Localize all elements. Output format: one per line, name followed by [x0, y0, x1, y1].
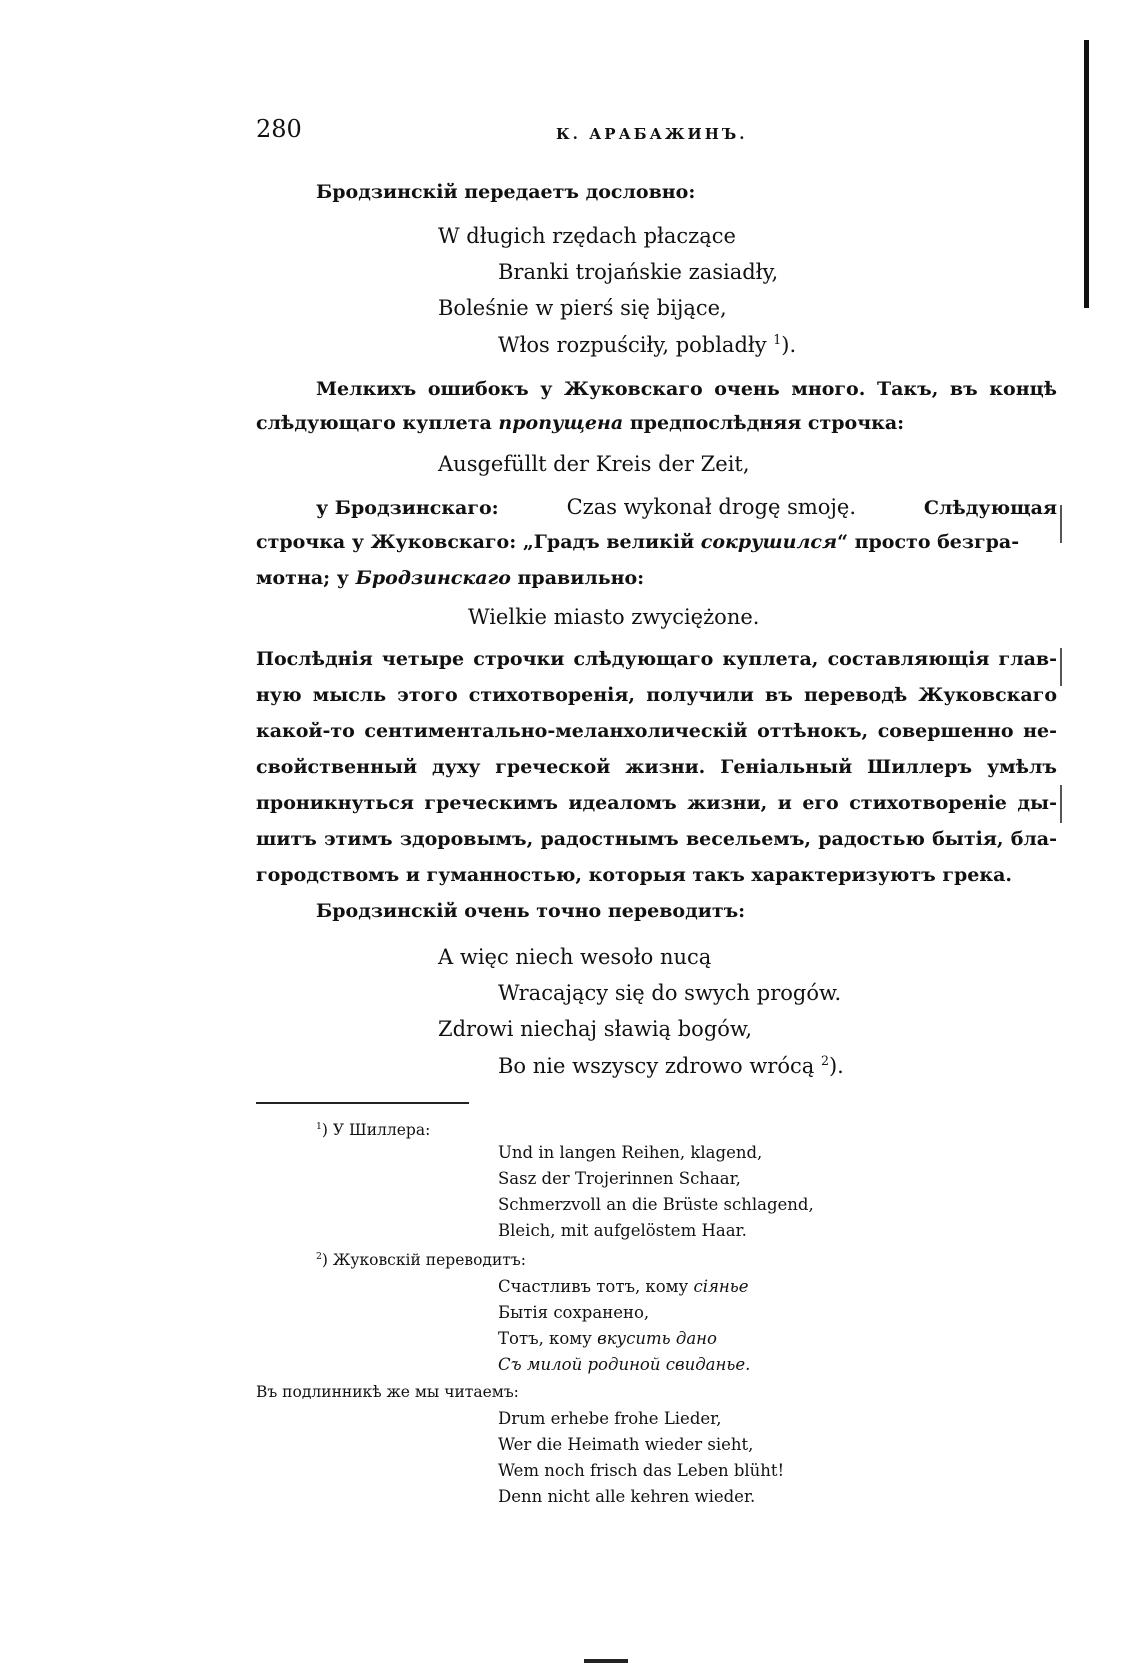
verse-line: Boleśnie w pierś się bijące, — [438, 296, 727, 320]
emphasis: Бродзинскаго — [355, 567, 511, 589]
text-line: у Бродзинскаго: — [316, 497, 499, 519]
footnote-label: Въ подлинникѣ же мы читаемъ: — [256, 1383, 519, 1401]
verse-text: Bo nie wszyscy zdrowo wrócą — [498, 1054, 815, 1078]
footnote-label-text: У Шиллера: — [332, 1121, 431, 1140]
paragraph-line — [256, 792, 1057, 814]
emphasis: пропущена — [498, 412, 624, 434]
paragraph-line — [256, 684, 1057, 706]
verse-line: A więc niech wesoło nucą — [438, 945, 712, 969]
verse-line: W długich rzędach płaczące — [438, 224, 736, 248]
text-line: шитъ этимъ здоровымъ, радостнымъ весельемъ, радостью бытія, бла- — [256, 828, 1057, 850]
running-title: К. АРАБАЖИНЪ. — [556, 125, 748, 143]
text-line: ную мысль этого стихотворенія, получили въ переводѣ Жуковскаго — [256, 684, 1057, 706]
paragraph-line — [316, 495, 1057, 519]
footnote-verse-line: Bleich, mit aufgelöstem Haar. — [498, 1221, 747, 1240]
text-line: правильно: — [517, 567, 645, 589]
footnote-verse-line: Бытія сохранено, — [498, 1303, 650, 1322]
text-line: мотна; у — [256, 567, 349, 589]
paragraph-line — [256, 531, 1057, 553]
paragraph-line — [256, 567, 644, 589]
footnote-label-text: Жуковскій переводитъ: — [332, 1251, 526, 1270]
text-line: Слѣдующая — [923, 497, 1057, 519]
footnote-verse-line: Sasz der Trojerinnen Schaar, — [498, 1169, 741, 1188]
text-run: строчка у Жуковскаго: „Градъ великій — [256, 531, 695, 553]
text-line — [256, 531, 1019, 553]
footnote-verse-line: Wer die Heimath wieder sieht, — [498, 1435, 754, 1454]
scan-margin-mark — [1060, 785, 1062, 823]
scan-edge-rule — [1084, 40, 1089, 308]
verse-line: Zdrowi niechaj sławią bogów, — [438, 1017, 753, 1041]
text-line: какой-то сентиментально-меланхолическій оттѣнокъ, совершенно не- — [256, 720, 1057, 742]
footnote-separator — [256, 1102, 469, 1104]
intro-line: Бродзинскій передаетъ дословно: — [316, 181, 696, 203]
footnote-verse-line: Und in langen Reihen, klagend, — [498, 1143, 763, 1162]
text-line: Послѣднія четыре строчки слѣдующаго куплета, составляющія глав- — [256, 648, 1057, 670]
scan-margin-mark — [1060, 648, 1062, 686]
footnote-verse-line: Drum erhebe frohe Lieder, — [498, 1409, 722, 1428]
paragraph-line — [256, 720, 1057, 742]
verse-text: Włos rozpuściły, pobladły — [498, 333, 767, 357]
footnote-verse-line: Schmerzvoll an die Brüste schlagend, — [498, 1195, 814, 1214]
text-line: слѣдующаго куплета — [256, 412, 492, 434]
paragraph-line: городствомъ и гуманностью, которыя такъ характеризуютъ грека. — [256, 864, 1013, 886]
polish-quote: Czas wykonał drogę smoję. — [566, 495, 857, 519]
paragraph-line — [316, 378, 1057, 400]
text-run: Счастливъ тотъ, кому — [498, 1277, 689, 1296]
footnote-label: $^1$) У Шиллера: — [316, 1121, 431, 1140]
verse-line: Branki trojańskie zasiadły, — [498, 260, 779, 284]
scan-margin-mark — [1060, 505, 1062, 543]
emphasis: сокрушился — [700, 531, 838, 553]
quote-line: Ausgefüllt der Kreis der Zeit, — [438, 452, 750, 476]
text-line: Мелкихъ ошибокъ у Жуковскаго очень много. Такъ, въ концѣ — [316, 378, 1057, 400]
footnote-ref: 2 — [820, 1053, 829, 1068]
footnote-verse-line — [498, 1277, 749, 1296]
footnote-verse-line: Съ милой родиной свиданье. — [498, 1355, 751, 1374]
verse-line: Bo nie wszyscy zdrowo wrócą $^2$). — [498, 1053, 844, 1078]
footnote-verse-line — [498, 1329, 717, 1348]
paragraph-line — [256, 648, 1057, 670]
scan-bottom-mark — [584, 1659, 628, 1663]
text-line: свойственный духу греческой жизни. Геніальный Шиллеръ умѣлъ — [256, 756, 1057, 778]
footnote-label: $^2$) Жуковскій переводитъ: — [316, 1251, 526, 1270]
page-number: 280 — [256, 115, 302, 143]
paragraph-line — [256, 756, 1057, 778]
footnote-mark: 2 — [316, 1251, 322, 1262]
text-line: проникнуться греческимъ идеаломъ жизни, и его стихотвореніе ды- — [256, 792, 1057, 814]
emphasis: вкусить дано — [597, 1329, 717, 1348]
text-run: “ просто безгра- — [837, 531, 1020, 553]
quote-line: Wielkie miasto zwyciężone. — [468, 605, 760, 629]
verse-line: Włos rozpuściły, pobladły $^1$). — [498, 332, 797, 357]
text-run: Тотъ, кому — [498, 1329, 592, 1348]
intro-line: Бродзинскій очень точно переводитъ: — [316, 900, 746, 922]
footnote-ref: 1 — [773, 332, 782, 347]
verse-line: Wracający się do swych progów. — [498, 981, 842, 1005]
footnote-verse-line: Denn nicht alle kehren wieder. — [498, 1487, 756, 1506]
paragraph-line — [256, 412, 904, 434]
footnote-verse-line: Wem noch frisch das Leben blüht! — [498, 1461, 785, 1480]
emphasis: сіянье — [693, 1277, 749, 1296]
text-line: предпослѣдняя строчка: — [629, 412, 905, 434]
footnote-mark: 1 — [316, 1121, 322, 1132]
paragraph-line — [256, 828, 1057, 850]
